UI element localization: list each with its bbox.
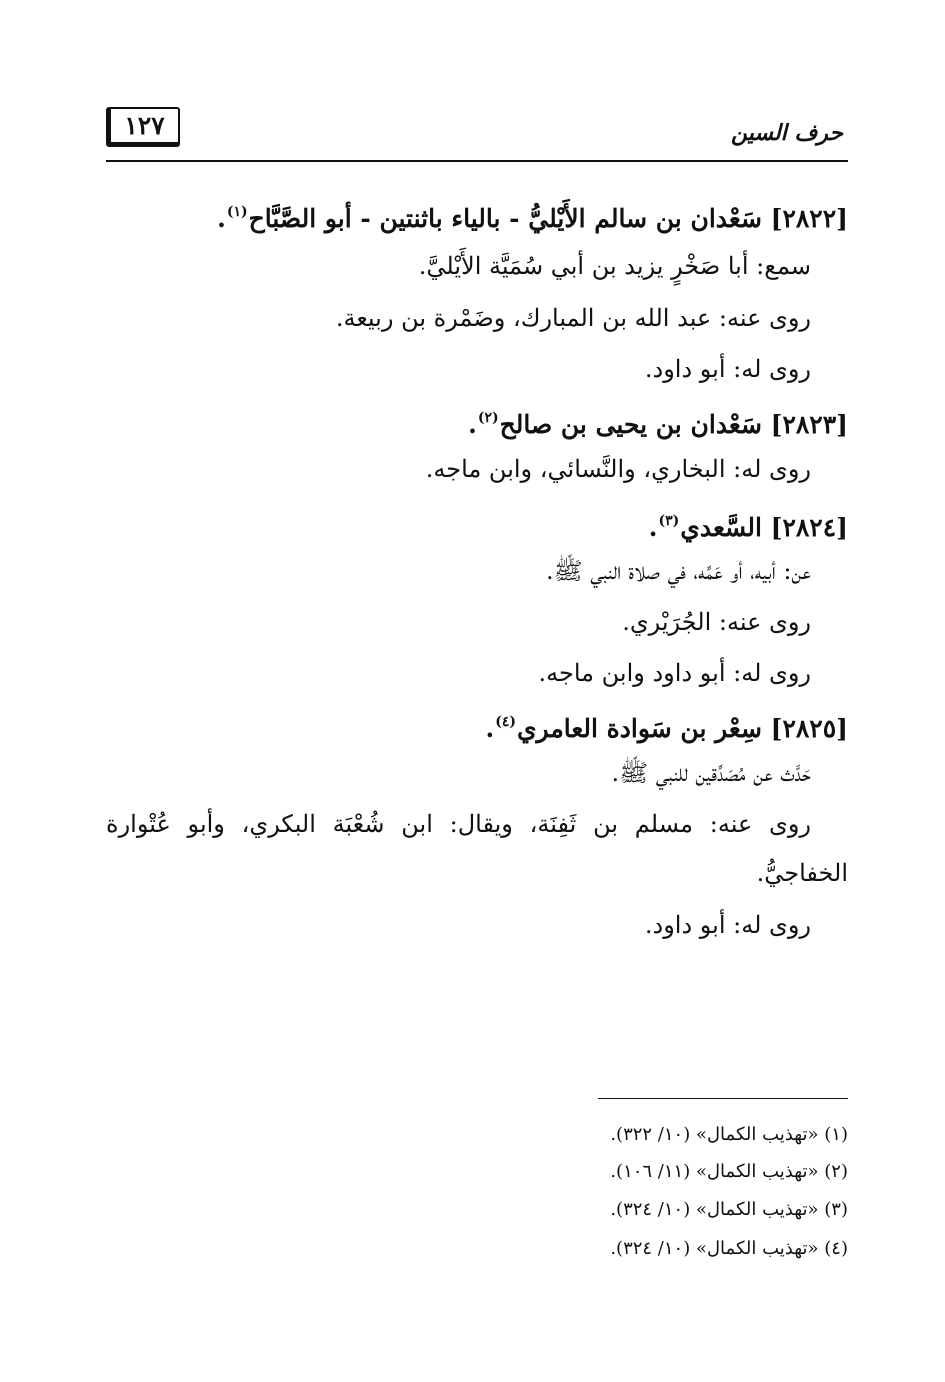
entry-heading bbox=[649, 505, 848, 544]
entry-line: روى له: أبو داود. bbox=[644, 911, 811, 939]
header-rule bbox=[106, 160, 848, 162]
entry-heading-text: [٢٨٢٢] سَعْدان بن سالم الأَيْليُّ - بالياء باثنتين - أبو الصَّبَّاح bbox=[248, 204, 848, 233]
entry-line: روى عنه: الجُرَيْري. bbox=[622, 608, 811, 636]
entry-heading bbox=[485, 706, 848, 745]
entry-line: روى عنه: عبد الله بن المبارك، وضَمْرة بن ربيعة. bbox=[335, 304, 811, 332]
entry-line: الخفاجيُّ. bbox=[756, 859, 848, 887]
footnote-rule bbox=[598, 1098, 848, 1099]
entry-heading-text: [٢٨٢٥] سِعْر بن سَوادة العامري bbox=[516, 714, 848, 743]
entry-line: روى له: أبو داود. bbox=[644, 355, 811, 383]
entry-heading-end: . bbox=[217, 204, 226, 233]
entry-line: روى عنه: مسلم بن ثَفِنَة، ويقال: ابن شُعْبَة البكري، وأبو عُتْوارة bbox=[106, 810, 811, 838]
entry-line: روى له: البخاري، والنَّسائي، وابن ماجه. bbox=[425, 455, 811, 483]
entry-heading-text: [٢٨٢٣] سَعْدان بن يحيى بن صالح bbox=[499, 410, 848, 439]
running-head: حرف السين bbox=[730, 120, 843, 146]
footnote-ref: (٤) bbox=[495, 714, 516, 730]
entry-heading bbox=[217, 196, 848, 235]
footnote: (٣) «تهذيب الكمال» (١٠/ ٣٢٤). bbox=[610, 1199, 848, 1220]
footnote: (٤) «تهذيب الكمال» (١٠/ ٣٢٤). bbox=[610, 1238, 848, 1259]
footnote: (٢) «تهذيب الكمال» (١١/ ١٠٦). bbox=[610, 1161, 848, 1182]
footnote-ref: (٢) bbox=[477, 410, 499, 426]
entry-heading bbox=[468, 402, 848, 441]
footnote-ref: (٣) bbox=[658, 513, 680, 529]
entry-line: حَدَّث عن مُصَدِّقين للنبي ﷺ. bbox=[611, 759, 811, 787]
entry-heading-text: [٢٨٢٤] السَّعدي bbox=[680, 513, 848, 542]
footnote: (١) «تهذيب الكمال» (١٠/ ٣٢٢). bbox=[610, 1124, 848, 1145]
entry-heading-end: . bbox=[485, 714, 495, 743]
entry-heading-end: . bbox=[468, 410, 477, 439]
footnote-ref: (١) bbox=[226, 204, 248, 220]
page-number: ١٢٧ bbox=[106, 107, 180, 147]
entry-line: عن: أبيه، أو عَمِّه، في صلاة النبي ﷺ. bbox=[545, 557, 811, 585]
entry-line: روى له: أبو داود وابن ماجه. bbox=[538, 659, 811, 687]
entry-line: سمع: أبا صَخْرٍ يزيد بن أبي سُمَيَّة الأَيْليَّ. bbox=[418, 252, 811, 280]
entry-heading-end: . bbox=[648, 513, 658, 542]
